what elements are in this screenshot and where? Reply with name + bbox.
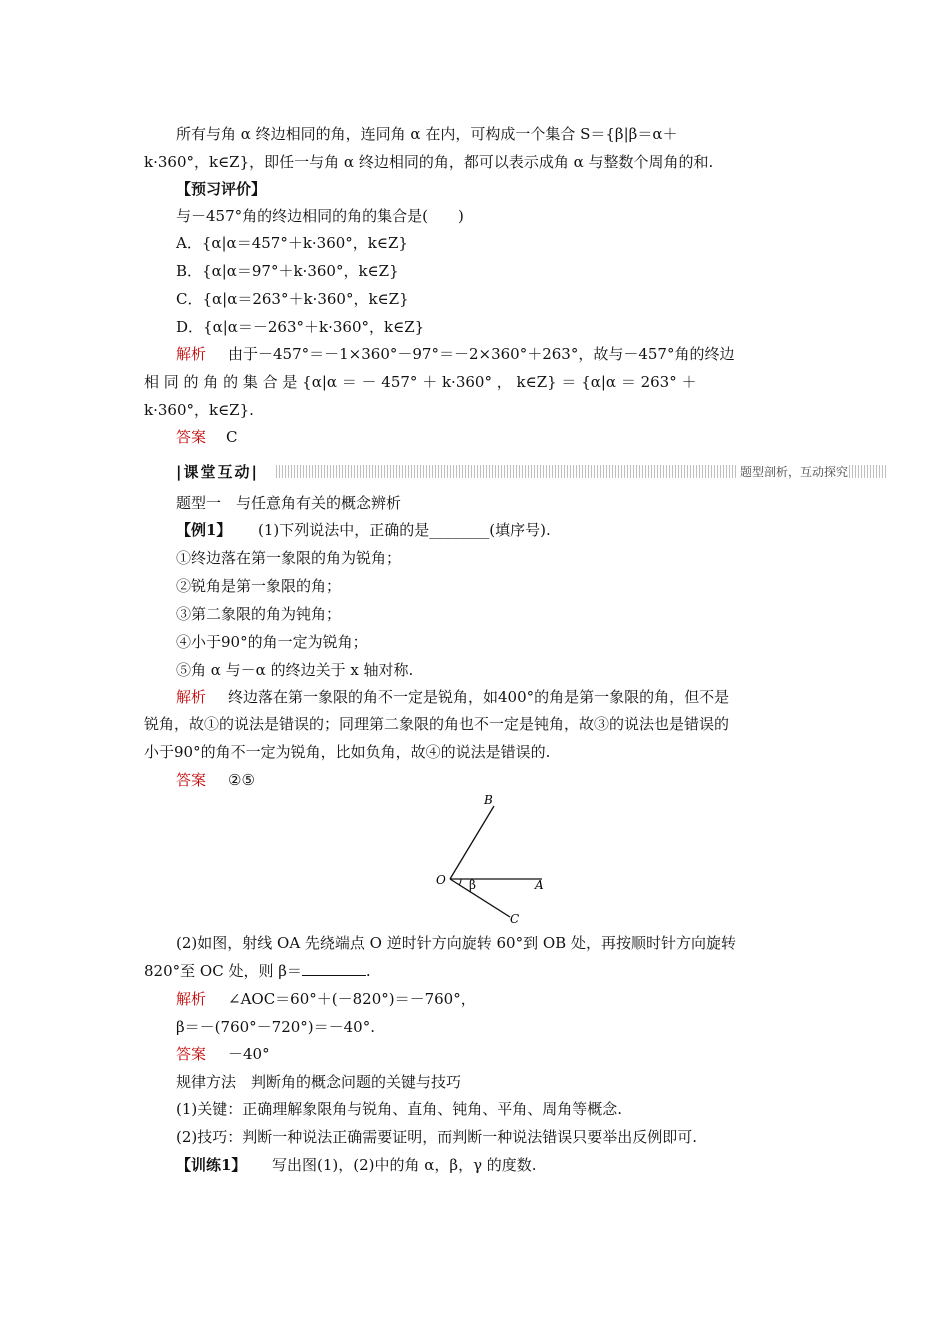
option-d: D．{α|α＝－263°＋k·360°，k∈Z}	[176, 318, 425, 336]
preview-question: 与－457°角的终边相同的角的集合是( )	[176, 207, 464, 225]
example-question-1: (1)下列说法中，正确的是________(填序号).	[258, 521, 551, 539]
preview-answer-label: 答案	[176, 428, 207, 446]
method-heading: 规律方法 判断角的概念问题的关键与技巧	[176, 1073, 462, 1091]
statement-2: ②锐角是第一象限的角；	[176, 577, 342, 595]
preview-analysis-line-2: 相 同 的 角 的 集 合 是 {α|α ＝ － 457° ＋ k·360° ， k∈Z} ＝ {α|α ＝ 263° ＋	[144, 373, 697, 391]
label-a: A	[535, 878, 544, 892]
analysis-1-line-2: 锐角，故①的说法是错误的；同理第二象限的角也不一定是钝角，故③的说法也是错误的	[144, 715, 730, 733]
answer-1-label: 答案	[176, 771, 207, 789]
statement-5: ⑤角 α 与－α 的终边关于 x 轴对称.	[176, 661, 414, 679]
intro-line-2: k·360°，k∈Z}，即任一与角 α 终边相同的角，都可以表示成角 α 与整数个周角的和.	[144, 153, 714, 171]
option-c: C．{α|α＝263°＋k·360°，k∈Z}	[176, 290, 409, 308]
angle-figure-svg	[430, 792, 560, 927]
answer-1-value: ②⑤	[228, 771, 255, 789]
example-label: 【例1】	[176, 521, 232, 539]
option-b: B．{α|α＝97°＋k·360°，k∈Z}	[176, 262, 399, 280]
label-beta: β	[469, 878, 476, 892]
section-banner	[176, 462, 848, 482]
method-line-2: (2)技巧：判断一种说法正确需要证明，而判断一种说法错误只要举出反例即可.	[176, 1128, 698, 1146]
training-text: 写出图(1)，(2)中的角 α，β，γ 的度数.	[272, 1156, 537, 1174]
question-2-text: 820°至 OC 处，则 β＝	[144, 962, 302, 980]
preview-analysis-line-3: k·360°，k∈Z}.	[144, 401, 254, 419]
analysis-1-line-1: 终边落在第一象限的角不一定是锐角，如400°的角是第一象限的角，但不是	[228, 688, 730, 706]
answer-2-label: 答案	[176, 1045, 207, 1063]
question-2-line-2	[144, 961, 371, 981]
statement-4: ④小于90°的角一定为锐角；	[176, 633, 368, 651]
analysis-2-line-1: ∠AOC＝60°＋(－820°)＝－760°，	[228, 990, 476, 1008]
label-o: O	[436, 873, 446, 887]
label-b: B	[484, 793, 493, 807]
angle-figure	[430, 792, 560, 927]
question-2-end: .	[365, 962, 371, 980]
answer-2-value: －40°	[228, 1045, 270, 1063]
banner-title: |课堂互动|	[176, 463, 259, 481]
question-2-line-1: (2)如图，射线 OA 先绕端点 O 逆时针方向旋转 60°到 OB 处，再按顺时针方向旋转	[176, 934, 736, 952]
analysis-2-line-2: β＝－(760°－720°)＝－40°.	[176, 1018, 375, 1036]
training-label: 【训练1】	[176, 1156, 247, 1174]
banner-subtitle: 题型剖析，互动探究	[736, 463, 848, 481]
analysis-1-label: 解析	[176, 688, 207, 706]
statement-3: ③第二象限的角为钝角；	[176, 605, 342, 623]
option-a: A．{α|α＝457°＋k·360°，k∈Z}	[176, 234, 408, 252]
preview-answer-value: C	[226, 428, 238, 446]
label-c: C	[510, 912, 520, 926]
ray-ob	[450, 806, 494, 879]
analysis-1-line-3: 小于90°的角不一定为锐角，比如负角，故④的说法是错误的.	[144, 743, 551, 761]
preview-heading: 【预习评价】	[176, 180, 267, 198]
preview-analysis-line-1: 由于－457°＝－1×360°－97°＝－2×360°＋263°，故与－457°角的终边	[228, 345, 735, 363]
beta-arc	[459, 879, 461, 885]
statement-1: ①终边落在第一象限的角为锐角；	[176, 549, 402, 567]
intro-line-1: 所有与角 α 终边相同的角，连同角 α 在内，可构成一个集合 S＝{β|β＝α＋	[176, 125, 678, 143]
topic-heading: 题型一 与任意角有关的概念辨析	[176, 494, 402, 512]
answer-blank	[302, 961, 366, 976]
preview-analysis-label: 解析	[176, 345, 207, 363]
analysis-2-label: 解析	[176, 990, 207, 1008]
method-line-1: (1)关键：正确理解象限角与锐角、直角、钝角、平角、周角等概念.	[176, 1100, 623, 1118]
